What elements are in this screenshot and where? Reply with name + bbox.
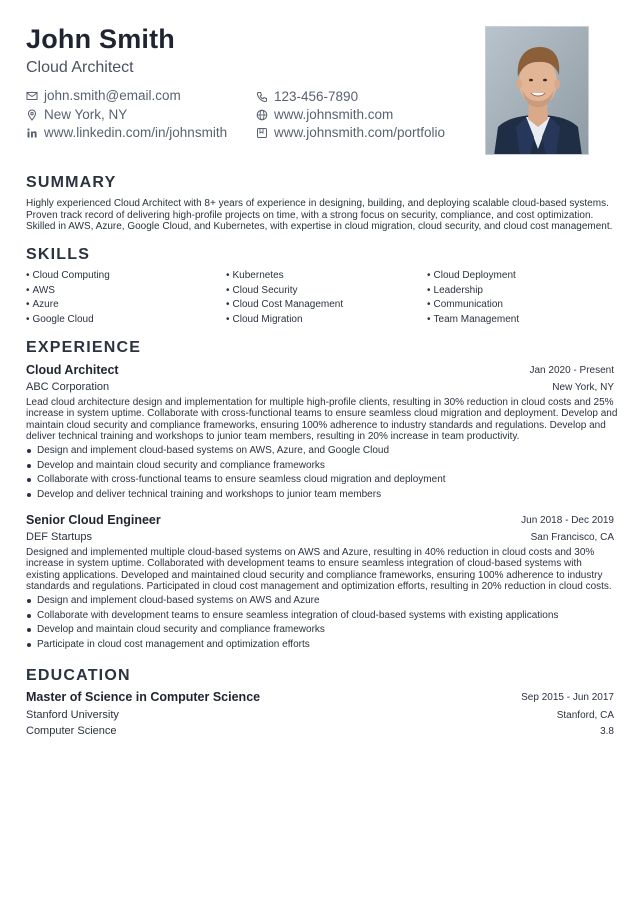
summary-text: Highly experienced Cloud Architect with 8+ years of experience in designing, building, and deploying scalable cloud-based systems. Proven track record of delivering high-profile projects on time, with a strong focus on security, compliance, and cost optimization. Skilled in AWS, Azure, Google Cloud, and Kubernetes, with expertise in cloud migration, cloud security, and cloud cost management. <box>26 198 613 232</box>
mail-icon <box>26 90 38 102</box>
skill-item: • Cloud Security <box>226 284 343 299</box>
phone-text: 123-456-7890 <box>274 89 359 104</box>
contact-linkedin[interactable] <box>26 125 227 140</box>
skill-item: • Kubernetes <box>226 269 343 284</box>
job-bullet: Participate in cloud cost management and optimization efforts <box>26 638 558 653</box>
skill-item: • Cloud Computing <box>26 269 110 284</box>
skill-item: • Google Cloud <box>26 313 110 328</box>
job-bullets <box>26 444 446 502</box>
contact-portfolio[interactable] <box>256 125 445 140</box>
job-bullets <box>26 594 558 652</box>
job-description: Designed and implemented multiple cloud-based systems on AWS and Azure, resulting in 40% reduction in cloud costs and 30% increase in system uptime. Collaborated with development teams to ensure seamless integration of cloud-based systems with existing applications. Developed and maintained cloud security and compliance frameworks, ensuring 100% adherence to industry standards and regulations. Participated in cloud cost management and optimization efforts, resulting in 20% reduction in cloud costs. <box>26 547 612 593</box>
education-field: Computer Science <box>26 725 117 737</box>
job-dates: Jun 2018 - Dec 2019 <box>521 515 614 526</box>
email-text: john.smith@email.com <box>44 88 181 103</box>
portfolio-icon <box>256 127 268 139</box>
globe-icon <box>256 109 268 121</box>
contact-website[interactable] <box>256 107 393 122</box>
phone-icon <box>256 91 268 103</box>
job-bullet: Design and implement cloud-based systems on AWS, Azure, and Google Cloud <box>26 444 446 459</box>
job-title: Cloud Architect <box>26 363 119 377</box>
profile-photo <box>485 26 589 155</box>
job-bullet: Collaborate with development teams to ensure seamless integration of cloud-based systems with existing applications <box>26 609 558 624</box>
job-bullet: Develop and deliver technical training and workshops to junior team members <box>26 488 446 503</box>
contact-location <box>26 107 127 122</box>
job-company: DEF Startups <box>26 531 93 543</box>
portfolio-text: www.johnsmith.com/portfolio <box>274 125 446 140</box>
education-gpa: 3.8 <box>600 726 614 737</box>
skills-heading: SKILLS <box>26 246 91 263</box>
education-school: Stanford University <box>26 709 119 721</box>
education-dates: Sep 2015 - Jun 2017 <box>521 692 614 703</box>
job-bullet: Collaborate with cross-functional teams to ensure seamless cloud migration and deployment <box>26 473 446 488</box>
experience-heading: EXPERIENCE <box>26 339 142 356</box>
contact-email[interactable] <box>26 88 181 103</box>
linkedin-icon <box>26 127 38 139</box>
skills-column-3 <box>427 269 519 327</box>
website-text: www.johnsmith.com <box>274 107 394 122</box>
education-degree: Master of Science in Computer Science <box>26 690 261 704</box>
job-dates: Jan 2020 - Present <box>529 365 614 376</box>
job-bullet: Develop and maintain cloud security and compliance frameworks <box>26 459 446 474</box>
skill-item: • AWS <box>26 284 110 299</box>
contact-phone[interactable] <box>256 89 358 104</box>
map-pin-icon <box>26 109 38 121</box>
location-text: New York, NY <box>44 107 128 122</box>
skill-item: • Cloud Migration <box>226 313 343 328</box>
skill-item: • Azure <box>26 298 110 313</box>
job-title: Senior Cloud Engineer <box>26 513 161 527</box>
candidate-title: Cloud Architect <box>26 59 134 76</box>
linkedin-text: www.linkedin.com/in/johnsmith <box>44 125 228 140</box>
education-heading: EDUCATION <box>26 667 131 684</box>
job-company: ABC Corporation <box>26 381 110 393</box>
job-bullet: Develop and maintain cloud security and compliance frameworks <box>26 623 558 638</box>
skills-column-1 <box>26 269 110 327</box>
job-location: San Francisco, CA <box>530 532 614 543</box>
job-bullet: Design and implement cloud-based systems on AWS and Azure <box>26 594 558 609</box>
summary-heading: SUMMARY <box>26 174 117 191</box>
skill-item: • Communication <box>427 298 519 313</box>
skill-item: • Cloud Deployment <box>427 269 519 284</box>
candidate-name: John Smith <box>26 24 175 54</box>
job-location: New York, NY <box>552 382 614 393</box>
skill-item: • Team Management <box>427 313 519 328</box>
skills-column-2 <box>226 269 343 327</box>
job-description: Lead cloud architecture design and implementation for multiple high-profile clients, resulting in 30% reduction in cloud costs and 25% increase in system uptime. Collaborate with cross-functional teams to ensure seamless cloud migration and deployment. Develop and maintain cloud security and compliance frameworks, ensuring 100% adherence to industry standards and regulations. Develop and deliver technical training and workshops to junior team members, resulting in 20% increase in team productivity. <box>26 397 618 443</box>
skill-item: • Cloud Cost Management <box>226 298 343 313</box>
skill-item: • Leadership <box>427 284 519 299</box>
education-location: Stanford, CA <box>556 710 614 721</box>
